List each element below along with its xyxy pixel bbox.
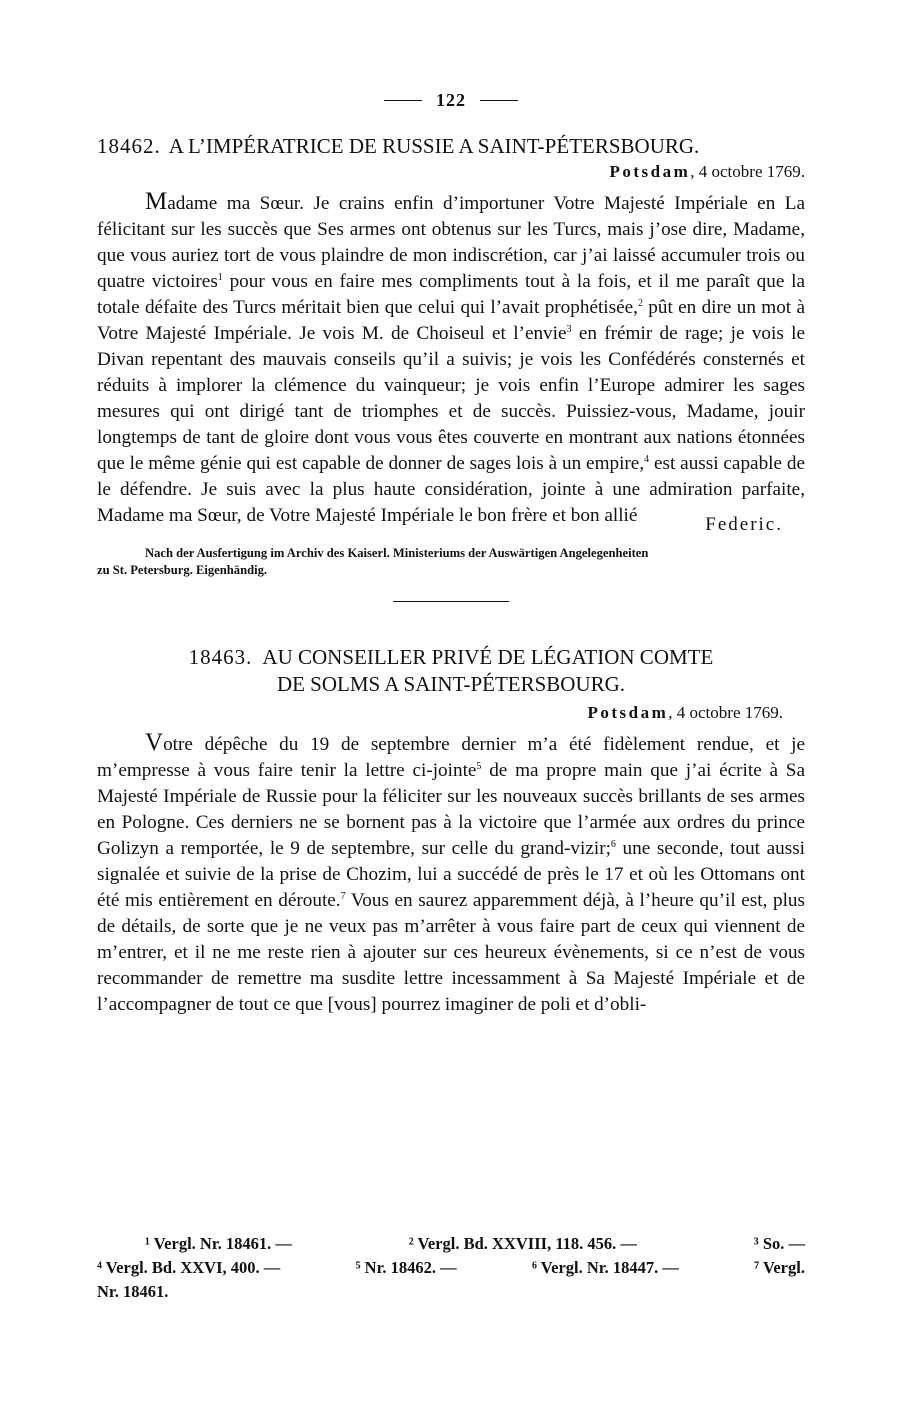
footnote-ref: 3 xyxy=(566,324,572,335)
body-text-segment: pour vous en faire mes compliments tout à la fois, et il me paraît que la totale défaite des Turcs méritait bien que celui qui l’avait prophétisée, xyxy=(97,271,805,318)
body-text-segment: de ma propre main que j’ai écrite à Sa Majesté Impériale de Russie pour la féliciter sur les nouveaux succès brillants de ses armes en Pologne. Ces derniers ne se bornent pas à la victoire que l’armée aux ordres du prince Golizyn a remportée, le 9 de septembre, sur celle du grand-vizir; xyxy=(97,760,805,859)
body-text-segment: en frémir de rage; je vois le Divan repentant des mauvais conseils qu’il a suivis; je vois les Confédérés consternés et réduits à implorer la clémence du vainqueur; je vois enfin l’Europe admirer les sages mesures qui ont dirigé tant de triomphes et de succès. Puissiez-vous, Madame, jouir longtemps de tant de gloire dont vous vous êtes couverte en montrant aux nations étonnées que le même génie qui est capable de donner de sages lois à un empire, xyxy=(97,323,805,474)
footnote-item: Nr. 18461. xyxy=(97,1282,169,1301)
footnote-row xyxy=(97,1232,805,1256)
footnote-ref: 7 xyxy=(340,891,346,902)
footnotes xyxy=(97,1232,805,1304)
letter-heading xyxy=(97,133,805,159)
initial-letter: V xyxy=(145,729,164,756)
letter-title: AU CONSEILLER PRIVÉ DE LÉGATION COMTE xyxy=(262,645,714,669)
letter-body xyxy=(97,730,805,1018)
page-number: 122 xyxy=(436,89,466,110)
signature: Federic. xyxy=(705,514,783,535)
footnote-row xyxy=(97,1256,805,1280)
footnote-item: ⁶ Vergl. Nr. 18447. — xyxy=(531,1258,679,1277)
page-header xyxy=(97,85,805,115)
letter-number: 18462. xyxy=(97,134,161,158)
header-rule-right xyxy=(480,100,518,101)
document-page xyxy=(97,85,805,1018)
dateline-place: Potsdam xyxy=(609,162,691,181)
footnote-item: ³ So. — xyxy=(753,1234,805,1253)
letter-body xyxy=(97,189,805,529)
footnote-row xyxy=(97,1280,805,1304)
footnote-ref: 2 xyxy=(637,298,643,309)
body-text-segment: une seconde, tout aussi signalée et suivie de la prise de Chozim, lui a succédé de près le 17 et où les Ottomans ont été mis entièrement en déroute. xyxy=(97,838,806,911)
footnote-ref: 5 xyxy=(476,761,482,772)
footnote-item: ⁵ Nr. 18462. — xyxy=(355,1258,457,1277)
body-text-segment: est aussi capable de le défendre. Je suis avec la plus haute considération, jointe à une admiration parfaite, Madame ma Sœur, de Votre Majesté Impériale le bon frère et bon allié xyxy=(97,453,805,526)
source-note xyxy=(97,545,805,579)
body-text-segment: otre dépêche du 19 de septembre dernier m’a été fidèlement rendue, et je m’empresse à vous faire tenir la lettre ci-jointe xyxy=(97,734,805,781)
dateline xyxy=(97,161,805,183)
letter-title: A L’IMPÉRATRICE DE RUSSIE A SAINT-PÉTERSBOURG. xyxy=(168,134,700,158)
footnote-item: ¹ Vergl. Nr. 18461. — xyxy=(145,1234,292,1253)
body-text-segment: adame ma Sœur. Je crains enfin d’importuner Votre Majesté Impériale en La félicitant sur les succès que Ses armes ont obtenus sur les Turcs, mais j’ose dire, Madame, que vous auriez tort de vous plaindre de mon indiscrétion, car j’ai laissé accumuler trois ou quatre victoires xyxy=(97,193,805,292)
footnote-item: ⁷ Vergl. xyxy=(754,1258,805,1277)
header-rule-left xyxy=(384,100,422,101)
initial-letter: M xyxy=(145,188,168,215)
body-text-segment: Vous en saurez apparemment déjà, à l’heure qu’il est, plus de détails, de sorte que je ne veux pas m’arrêter à vous faire part de ceux qui viennent de m’entrer, et il ne me reste rien à ajouter sur ces heureux évènements, si ce n’est de vous recommander de remettre ma susdite lettre incessamment à Sa Majesté Impériale et de l’accompagner de tout ce que [vous] pourrez imaginer de poli et d’obli- xyxy=(97,890,805,1015)
footnote-item: ⁴ Vergl. Bd. XXVI, 400. — xyxy=(97,1258,281,1277)
footnote-ref: 1 xyxy=(217,272,223,283)
dateline-place: Potsdam xyxy=(587,703,669,722)
body-text-segment: pût en dire un mot à Votre Majesté Impériale. Je vois M. de Choiseul et l’envie xyxy=(97,297,805,344)
dateline-date: , 4 octobre 1769. xyxy=(690,162,805,181)
footnote-item: ² Vergl. Bd. XXVIII, 118. 456. — xyxy=(408,1234,637,1253)
dateline xyxy=(97,702,805,724)
dateline-date: , 4 octobre 1769. xyxy=(668,703,783,722)
letter-heading xyxy=(97,644,805,698)
footnote-ref: 4 xyxy=(644,454,650,465)
section-divider xyxy=(393,601,509,602)
source-note-line: Nach der Ausfertigung im Archiv des Kaiserl. Ministeriums der Auswärtigen Angelegenheiten xyxy=(145,546,649,560)
source-note-line: zu St. Petersburg. Eigenhändig. xyxy=(97,563,268,577)
footnote-ref: 6 xyxy=(610,839,616,850)
letter-number: 18463. xyxy=(188,645,253,669)
letter-title-continued: DE SOLMS A SAINT-PÉTERSBOURG. xyxy=(276,672,626,696)
